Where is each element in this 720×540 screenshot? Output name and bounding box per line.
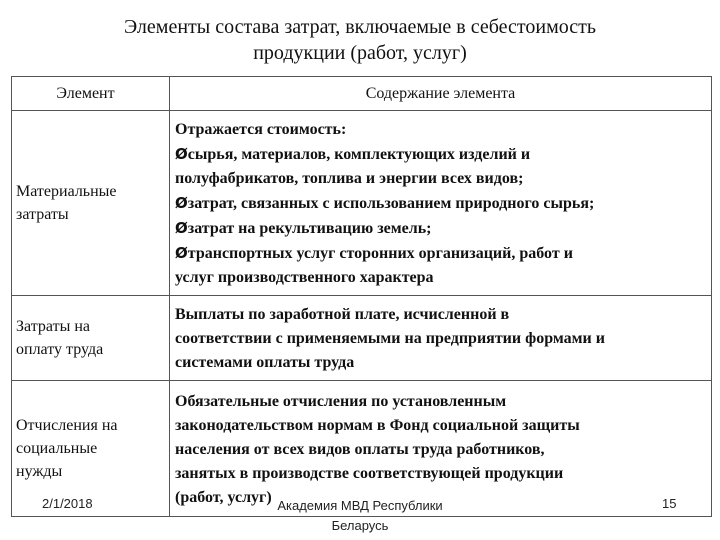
content-cell xyxy=(170,296,712,381)
footer-organization-line-2: Беларусь xyxy=(331,518,389,533)
content-text: (работ, услуг) xyxy=(175,488,272,506)
element-cell xyxy=(12,111,170,296)
content-text: Обязательные отчисления по установленным xyxy=(175,392,507,410)
content-text: населения от всех видов оплаты труда работников, xyxy=(175,440,545,458)
content-line xyxy=(175,390,707,414)
footer-organization-line-1: Академия МВД Республики xyxy=(277,498,443,513)
content-line xyxy=(175,327,707,351)
element-cell xyxy=(12,296,170,381)
content-line xyxy=(175,303,707,327)
header-content: Содержание элемента xyxy=(170,77,712,111)
cost-elements-table xyxy=(11,76,712,517)
table-header-row xyxy=(12,77,712,111)
content-text: сырья, материалов, комплектующих изделий и xyxy=(187,146,531,163)
bullet-list-item xyxy=(175,241,707,266)
arrow-bullet-icon: Ø xyxy=(175,219,188,237)
content-text: затрат, связанных с использованием природного сырья; xyxy=(187,195,595,212)
content-line xyxy=(175,266,707,290)
footer-date: 2/1/2018 xyxy=(42,496,93,511)
arrow-bullet-icon: Ø xyxy=(175,145,188,163)
bullet-list-item xyxy=(175,142,707,167)
bullet-list-item xyxy=(175,216,707,241)
header-element: Элемент xyxy=(12,77,170,111)
element-name-line: Материальные xyxy=(16,183,117,200)
arrow-bullet-icon: Ø xyxy=(175,194,188,212)
content-line xyxy=(175,414,707,438)
slide-footer xyxy=(0,494,720,540)
element-name-line: нужды xyxy=(16,463,63,480)
element-name-line: Отчисления на xyxy=(16,417,118,434)
bullet-list-item xyxy=(175,191,707,216)
page-number: 15 xyxy=(662,496,677,511)
content-line xyxy=(175,118,707,142)
content-line xyxy=(175,438,707,462)
content-text: системами оплаты труда xyxy=(175,354,355,371)
table-row xyxy=(12,111,712,296)
content-text: транспортных услуг сторонних организаций, работ и xyxy=(187,245,573,262)
content-text: Выплаты по заработной плате, исчисленной в xyxy=(175,306,510,323)
footer-organization xyxy=(250,496,470,536)
table-row xyxy=(12,296,712,381)
content-line xyxy=(175,462,707,486)
slide-title-line-1: Элементы состава затрат, включаемые в себестоимость xyxy=(123,16,596,38)
element-name-line: социальные xyxy=(16,440,98,457)
content-line xyxy=(175,167,707,191)
content-text: затрат на рекультивацию земель; xyxy=(187,220,432,237)
content-text: Отражается стоимость: xyxy=(175,121,347,138)
content-text: полуфабрикатов, топлива и энергии всех видов; xyxy=(175,170,524,187)
element-name-line: оплату труда xyxy=(16,341,104,358)
element-name-line: Затраты на xyxy=(16,318,90,335)
content-text: занятых в производстве соответствующей продукции xyxy=(175,464,564,482)
content-text: услуг производственного характера xyxy=(175,269,434,286)
arrow-bullet-icon: Ø xyxy=(175,244,188,262)
content-text: соответствии с применяемыми на предприятии формами и xyxy=(175,330,605,347)
content-cell xyxy=(170,111,712,296)
slide-title xyxy=(20,14,700,66)
element-name-line: затраты xyxy=(16,206,69,223)
content-text: законодательством нормам в Фонд социальной защиты xyxy=(175,416,580,434)
slide-title-line-2: продукции (работ, услуг) xyxy=(253,42,467,64)
content-line xyxy=(175,351,707,375)
